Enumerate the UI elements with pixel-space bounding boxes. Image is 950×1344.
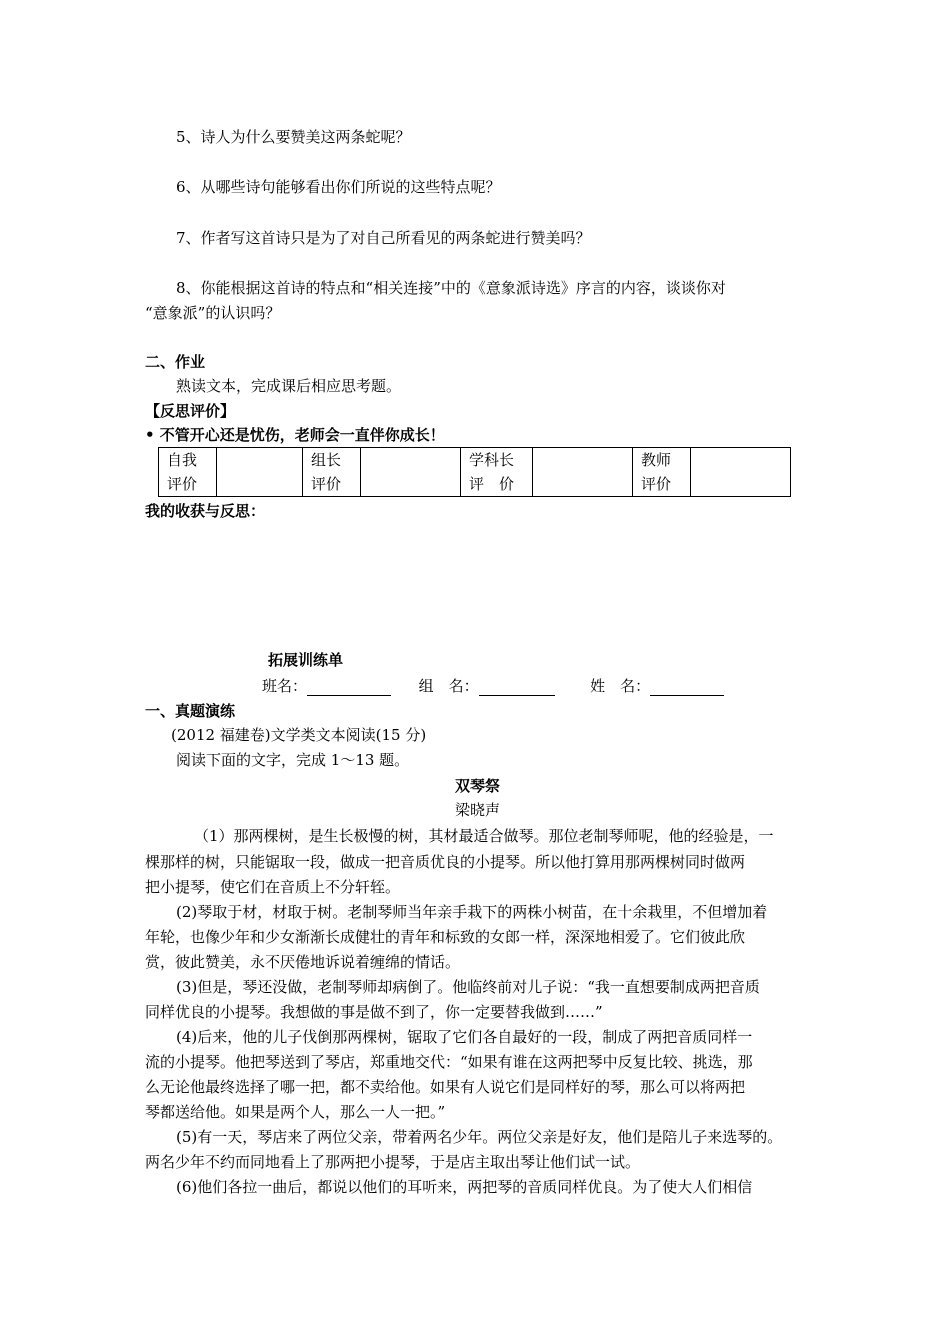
question-8-continued: “意象派”的认识吗？ bbox=[145, 304, 281, 322]
story-line: 两名少年不约而同地看上了那两把小提琴，于是店主取出琴让他们试一试。 bbox=[145, 1153, 641, 1171]
story-line: 把小提琴，使它们在音质上不分轩轾。 bbox=[145, 878, 401, 896]
evaluation-table bbox=[158, 447, 791, 497]
source-line: (2012 福建卷)文学类文本阅读(15 分) bbox=[171, 726, 427, 744]
story-line: （1）那两棵树，是生长极慢的树，其材最适合做琴。那位老制琴师呢，他的经验是，一 bbox=[194, 827, 774, 845]
story-line: 年轮，也像少年和少女渐渐长成健壮的青年和标致的女郎一样，深深地相爱了。它们彼此欣 bbox=[145, 928, 746, 946]
question-8: 8、你能根据这首诗的特点和“相关连接”中的《意象派诗选》序言的内容，谈谈你对 bbox=[176, 279, 726, 297]
instruction-line: 阅读下面的文字，完成 1～13 题。 bbox=[176, 751, 410, 769]
story-line: (5)有一天，琴店来了两位父亲，带着两名少年。两位父亲是好友，他们是陪儿子来选琴的。 bbox=[176, 1128, 783, 1146]
teacher-eval-cell[interactable] bbox=[691, 448, 791, 497]
subject-eval-cell[interactable] bbox=[533, 448, 633, 497]
story-title: 双琴祭 bbox=[454, 777, 500, 795]
subject-eval-label: 学科长 评 价 bbox=[461, 448, 533, 497]
story-line: (3)但是，琴还没做，老制琴师却病倒了。他临终前对儿子说：“我一直想要制成两把音质 bbox=[176, 978, 760, 996]
name-blank[interactable] bbox=[650, 679, 724, 696]
story-line: 琴都送给他。如果是两个人，那么一人一把。” bbox=[145, 1103, 446, 1121]
story-line: 同样优良的小提琴。我想做的事是做不到了，你一定要替我做到……” bbox=[145, 1003, 603, 1021]
question-6: 6、从哪些诗句能够看出你们所说的这些特点呢？ bbox=[176, 178, 501, 196]
homework-heading: 二、作业 bbox=[145, 353, 206, 371]
self-eval-cell[interactable] bbox=[217, 448, 303, 497]
reflection-motto: • 不管开心还是忧伤，老师会一直伴你成长！ bbox=[145, 426, 445, 444]
name-label: 姓 名： bbox=[590, 677, 651, 695]
teacher-eval-label: 教师 评价 bbox=[633, 448, 691, 497]
worksheet-title: 拓展训练单 bbox=[268, 651, 344, 669]
story-line: 赏，彼此赞美，永不厌倦地诉说着缠绵的情话。 bbox=[145, 953, 461, 971]
gains-heading: 我的收获与反思： bbox=[145, 502, 266, 520]
question-5: 5、诗人为什么要赞美这两条蛇呢？ bbox=[176, 128, 411, 146]
reflection-heading: 【反思评价】 bbox=[145, 402, 236, 420]
class-blank[interactable] bbox=[307, 679, 391, 696]
self-eval-label: 自我 评价 bbox=[159, 448, 217, 497]
story-line: (6)他们各拉一曲后，都说以他们的耳听来，两把琴的音质同样优良。为了使大人们相信 bbox=[176, 1178, 753, 1196]
story-line: (4)后来，他的儿子伐倒那两棵树，锯取了它们各自最好的一段，制成了两把音质同样一 bbox=[176, 1028, 753, 1046]
group-label: 组 名： bbox=[418, 677, 479, 695]
story-line: 流的小提琴。他把琴送到了琴店，郑重地交代：“如果有谁在这两把琴中反复比较、挑选，那 bbox=[145, 1053, 753, 1071]
section-heading: 一、真题演练 bbox=[145, 702, 236, 720]
story-line: (2)琴取于材，材取于树。老制琴师当年亲手栽下的两株小树苗，在十余栽里，不但增加着 bbox=[176, 903, 768, 921]
story-line: 棵那样的树，只能锯取一段，做成一把音质优良的小提琴。所以他打算用那两棵树同时做两 bbox=[145, 853, 746, 871]
group-blank[interactable] bbox=[479, 679, 555, 696]
group-eval-label: 组长 评价 bbox=[303, 448, 361, 497]
story-line: 么无论他最终选择了哪一把，都不卖给他。如果有人说它们是同样好的琴，那么可以将两把 bbox=[145, 1078, 746, 1096]
story-author: 梁晓声 bbox=[454, 801, 500, 819]
homework-text: 熟读文本，完成课后相应思考题。 bbox=[176, 377, 402, 395]
class-label: 班名： bbox=[262, 677, 308, 695]
worksheet-info-row bbox=[262, 676, 724, 696]
group-eval-cell[interactable] bbox=[361, 448, 461, 497]
question-7: 7、作者写这首诗只是为了对自己所看见的两条蛇进行赞美吗？ bbox=[176, 229, 591, 247]
